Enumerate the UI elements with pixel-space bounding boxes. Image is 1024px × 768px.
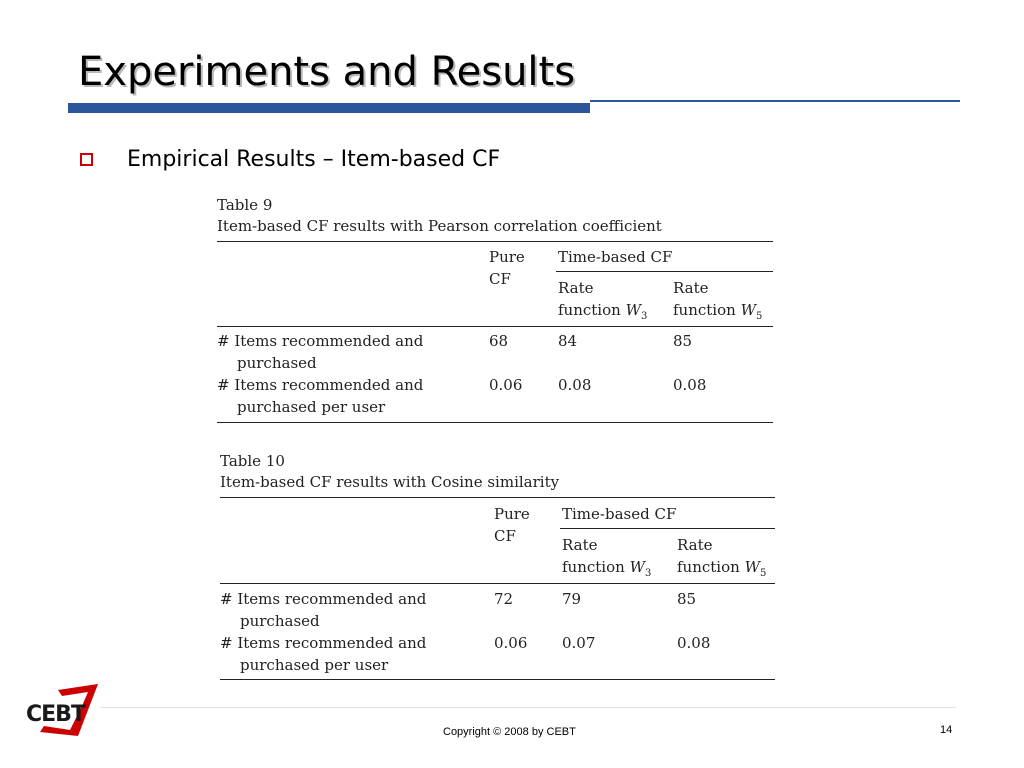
cell-w3: 0.08: [558, 376, 592, 394]
title-underline-bar: [68, 103, 590, 113]
cell-pure: 68: [489, 332, 509, 350]
page-number: 14: [940, 724, 953, 736]
header-bottom-rule: [220, 583, 775, 584]
row-label-line2: purchased: [240, 612, 320, 630]
row-label-line2: purchased per user: [240, 656, 389, 674]
header-w3-sub: 3: [645, 568, 652, 579]
header-w5-line1: Rate: [677, 536, 713, 554]
cell-pure: 0.06: [494, 634, 528, 652]
header-bottom-rule: [217, 326, 773, 327]
header-w3-line1: Rate: [562, 536, 598, 554]
logo-text: CEBT: [26, 702, 85, 727]
table-caption-number: Table 10: [220, 452, 285, 470]
header-w3-var: W: [629, 558, 645, 576]
table-caption-number: Table 9: [217, 196, 273, 214]
header-w5-line2: [673, 299, 762, 328]
header-w5-line2: [677, 556, 766, 585]
cell-w3: 79: [562, 590, 582, 608]
cell-w5: 0.08: [673, 376, 707, 394]
table-bottom-rule: [220, 679, 775, 680]
title-underline-thin: [590, 100, 960, 102]
row-label-line1: # Items recommended and: [217, 332, 424, 350]
table-top-rule: [220, 497, 775, 498]
header-w5-var: W: [740, 301, 756, 319]
header-w5-word: function: [673, 301, 736, 319]
slide-title: Experiments and Results: [78, 49, 576, 95]
bullet-item: [80, 144, 500, 174]
header-pure-cf-1: Pure: [494, 505, 530, 523]
cebt-logo: [22, 682, 102, 738]
table-10: [220, 452, 775, 682]
bullet-text: Empirical Results – Item-based CF: [127, 146, 501, 172]
header-w3-sub: 3: [641, 311, 648, 322]
header-w5-word: function: [677, 558, 740, 576]
square-bullet-icon: [80, 153, 93, 166]
cell-pure: 72: [494, 590, 514, 608]
header-w5-var: W: [744, 558, 760, 576]
header-pure-cf-1: Pure: [489, 248, 525, 266]
cell-pure: 0.06: [489, 376, 523, 394]
header-w3-word: function: [558, 301, 621, 319]
row-label-line1: # Items recommended and: [220, 634, 427, 652]
header-span-rule: [556, 271, 773, 272]
header-span-rule: [560, 528, 775, 529]
table-bottom-rule: [217, 422, 773, 423]
header-time-based-cf: Time-based CF: [562, 505, 677, 523]
cell-w5: 85: [677, 590, 697, 608]
footer-divider: [100, 707, 956, 708]
table-top-rule: [217, 241, 773, 242]
header-w3-word: function: [562, 558, 625, 576]
cell-w3: 0.07: [562, 634, 596, 652]
row-label-line1: # Items recommended and: [217, 376, 424, 394]
row-label-line1: # Items recommended and: [220, 590, 427, 608]
header-time-based-cf: Time-based CF: [558, 248, 673, 266]
table-caption-title: Item-based CF results with Cosine similarity: [220, 473, 560, 491]
cell-w5: 0.08: [677, 634, 711, 652]
cell-w5: 85: [673, 332, 693, 350]
copyright-text: Copyright © 2008 by CEBT: [443, 726, 576, 738]
header-w5-sub: 5: [756, 311, 763, 322]
table-caption-title: Item-based CF results with Pearson correlation coefficient: [217, 217, 662, 235]
header-w3-var: W: [625, 301, 641, 319]
table-9: [217, 196, 773, 426]
row-label-line2: purchased per user: [237, 398, 386, 416]
header-w5-line1: Rate: [673, 279, 709, 297]
header-w5-sub: 5: [760, 568, 767, 579]
cell-w3: 84: [558, 332, 578, 350]
header-pure-cf-2: CF: [494, 527, 516, 545]
header-pure-cf-2: CF: [489, 270, 511, 288]
header-w3-line1: Rate: [558, 279, 594, 297]
header-w3-line2: [562, 556, 651, 585]
header-w3-line2: [558, 299, 647, 328]
row-label-line2: purchased: [237, 354, 317, 372]
